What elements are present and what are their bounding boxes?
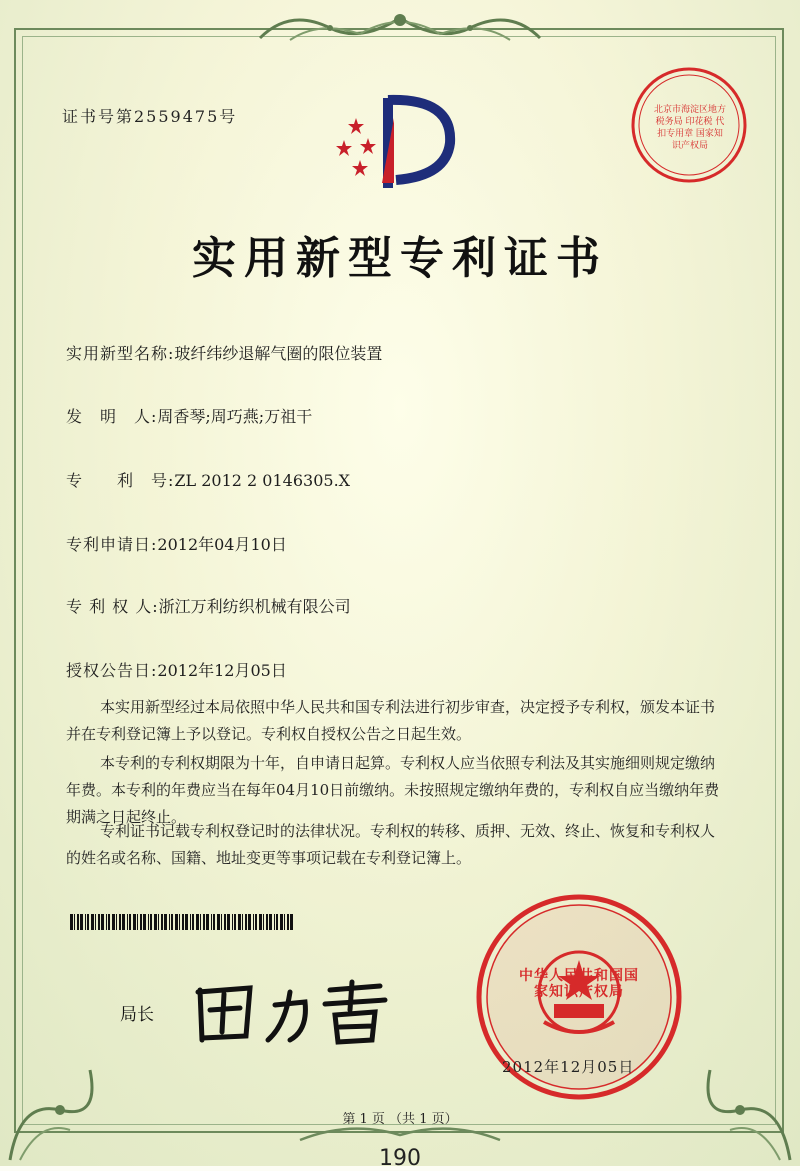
barcode-bar bbox=[85, 914, 86, 930]
bottom-right-ornament-icon bbox=[680, 1010, 800, 1166]
barcode-bar bbox=[253, 914, 254, 930]
barcode-bar bbox=[150, 914, 152, 930]
barcode-bar bbox=[192, 914, 194, 930]
inventor-label: 发 明 人: bbox=[66, 407, 158, 426]
barcode-bar bbox=[70, 914, 73, 930]
barcode-bar bbox=[91, 914, 94, 930]
certificate-number: 证书号第2559475号 bbox=[62, 107, 238, 126]
application-date-label: 专利申请日: bbox=[66, 535, 158, 554]
bottom-left-ornament-icon bbox=[0, 1010, 120, 1166]
barcode-bar bbox=[80, 914, 83, 930]
director-signature bbox=[180, 970, 400, 1050]
barcode-bar bbox=[95, 914, 96, 930]
barcode-bar bbox=[221, 914, 222, 930]
barcode-bar bbox=[182, 914, 184, 930]
barcode bbox=[70, 914, 294, 930]
barcode-bar bbox=[154, 914, 157, 930]
barcode-bar bbox=[227, 914, 230, 930]
grant-date-row bbox=[66, 658, 287, 681]
barcode-bar bbox=[127, 914, 128, 930]
patent-number-label: 专 利 号: bbox=[66, 471, 175, 490]
barcode-bar bbox=[129, 914, 131, 930]
barcode-bar bbox=[224, 914, 226, 930]
barcode-bar bbox=[238, 914, 241, 930]
barcode-bar bbox=[232, 914, 233, 930]
barcode-bar bbox=[122, 914, 125, 930]
barcode-bar bbox=[255, 914, 257, 930]
barcode-bar bbox=[274, 914, 275, 930]
utility-model-name-row bbox=[66, 341, 382, 364]
barcode-bar bbox=[248, 914, 251, 930]
barcode-bar bbox=[169, 914, 170, 930]
barcode-bar bbox=[213, 914, 215, 930]
barcode-bar bbox=[190, 914, 191, 930]
patentee-value: 浙江万利纺织机械有限公司 bbox=[158, 597, 351, 616]
barcode-bar bbox=[143, 914, 146, 930]
barcode-bar bbox=[217, 914, 220, 930]
barcode-bar bbox=[116, 914, 117, 930]
inventor-value: 周香琴;周巧燕;万祖干 bbox=[157, 407, 313, 426]
grant-date-value: 2012年12月05日 bbox=[157, 661, 287, 680]
seal-date: 2012年12月05日 bbox=[502, 1058, 635, 1076]
barcode-bar bbox=[74, 914, 75, 930]
barcode-bar bbox=[211, 914, 212, 930]
barcode-bar bbox=[234, 914, 236, 930]
barcode-bar bbox=[185, 914, 188, 930]
barcode-bar bbox=[164, 914, 167, 930]
barcode-bar bbox=[266, 914, 268, 930]
barcode-bar bbox=[276, 914, 278, 930]
director-label: 局长 bbox=[120, 1005, 154, 1025]
utility-model-name-value: 玻纤纬纱退解气圈的限位装置 bbox=[174, 344, 383, 363]
barcode-bar bbox=[290, 914, 293, 930]
barcode-bar bbox=[148, 914, 149, 930]
barcode-bar bbox=[287, 914, 289, 930]
barcode-bar bbox=[140, 914, 142, 930]
barcode-bar bbox=[175, 914, 178, 930]
application-date-row bbox=[66, 532, 287, 555]
page-indicator: 第 1 页 （共 1 页） bbox=[342, 1112, 458, 1127]
paragraph-2: 本专利的专利权期限为十年，自申请日起算。专利权人应当依照专利法及其实施细则规定缴纳年费。本专利的年费应当在每年04月10日前缴纳。未按照规定缴纳年费的，专利权自应当缴纳年费期满之日起终止。 bbox=[66, 754, 720, 826]
barcode-bar bbox=[171, 914, 173, 930]
inventor-row bbox=[66, 404, 312, 427]
barcode-bar bbox=[242, 914, 243, 930]
paragraph-1: 本实用新型经过本局依照中华人民共和国专利法进行初步审查，决定授予专利权，颁发本证书并在专利登记簿上予以登记。专利权自授权公告之日起生效。 bbox=[66, 698, 716, 743]
barcode-bar bbox=[203, 914, 205, 930]
barcode-bar bbox=[179, 914, 180, 930]
barcode-bar bbox=[263, 914, 264, 930]
barcode-bar bbox=[87, 914, 89, 930]
barcode-bar bbox=[245, 914, 247, 930]
barcode-bar bbox=[259, 914, 262, 930]
utility-model-name-label: 实用新型名称: bbox=[66, 344, 175, 363]
barcode-bar bbox=[200, 914, 201, 930]
barcode-bar bbox=[161, 914, 163, 930]
barcode-bar bbox=[77, 914, 79, 930]
application-date-value: 2012年04月10日 bbox=[157, 535, 287, 554]
tax-seal-text: 北京市海淀区地方税务局 印花税 代扣专用章 国家知识产权局 bbox=[654, 105, 727, 151]
barcode-bar bbox=[119, 914, 121, 930]
barcode-bar bbox=[112, 914, 115, 930]
barcode-bar bbox=[108, 914, 110, 930]
patent-number-row bbox=[66, 468, 350, 491]
barcode-bar bbox=[284, 914, 285, 930]
barcode-bar bbox=[206, 914, 209, 930]
barcode-bar bbox=[269, 914, 272, 930]
barcode-bar bbox=[133, 914, 136, 930]
paragraph-3: 专利证书记载专利权登记时的法律状况。专利权的转移、质押、无效、终止、恢复和专利权人的姓名或名称、国籍、地址变更等事项记载在专利登记簿上。 bbox=[66, 822, 716, 867]
patentee-label: 专 利 权 人: bbox=[66, 597, 159, 616]
patent-office-logo-icon bbox=[318, 88, 468, 198]
bottom-page-number: 190 bbox=[379, 1146, 421, 1171]
top-ornament-icon bbox=[250, 8, 550, 48]
patent-number-value: ZL 2012 2 0146305.X bbox=[174, 471, 351, 490]
seal-big-text: 中华人民共和国国家知识产权局 bbox=[519, 968, 639, 1000]
certificate-title: 实用新型专利证书 bbox=[192, 233, 608, 284]
barcode-bar bbox=[98, 914, 100, 930]
barcode-bar bbox=[280, 914, 283, 930]
patentee-row bbox=[66, 594, 351, 617]
grant-date-label: 授权公告日: bbox=[66, 661, 158, 680]
barcode-bar bbox=[137, 914, 138, 930]
barcode-bar bbox=[106, 914, 107, 930]
barcode-bar bbox=[196, 914, 199, 930]
barcode-bar bbox=[158, 914, 159, 930]
barcode-bar bbox=[101, 914, 104, 930]
